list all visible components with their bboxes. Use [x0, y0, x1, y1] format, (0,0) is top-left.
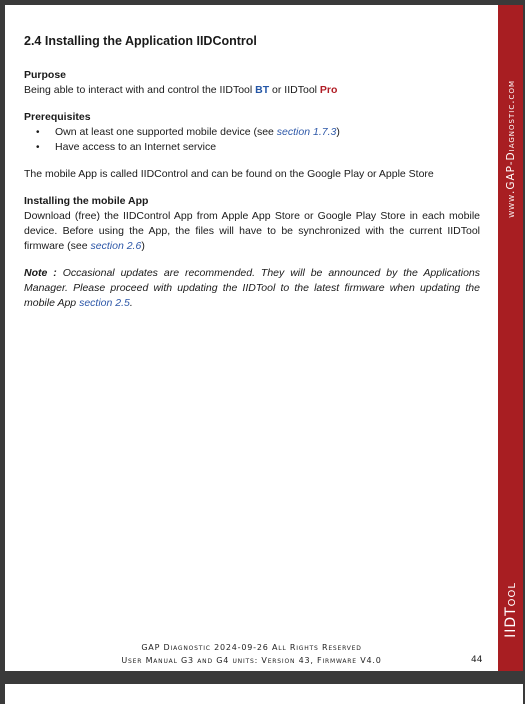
next-page-edge: [5, 684, 523, 704]
note-after: .: [129, 297, 133, 309]
page-footer: [5, 641, 498, 667]
purpose-pro-label: Pro: [319, 84, 338, 96]
spacer: [24, 254, 480, 266]
sidebar-product-name: IIDTool: [502, 582, 519, 638]
sidebar-product-wrap: [498, 560, 523, 660]
section-link[interactable]: section 2.6: [90, 240, 142, 252]
list-item: [24, 140, 480, 155]
section-link[interactable]: section 1.7.3: [276, 126, 337, 138]
purpose-bt-label: BT: [255, 84, 270, 96]
note-text: Occasional updates are recommended. They will be announced by the Applications Manager. Please proceed with updating the IIDTool to the latest firmware when updating the mobile App: [24, 267, 480, 309]
page-number: 44: [471, 655, 483, 665]
app-info-text: The mobile App is called IIDControl and can be found on the Google Play or Apple Store: [24, 168, 434, 180]
prerequisites-list: [24, 125, 480, 155]
spacer: [24, 155, 480, 167]
list-item-text: Have access to an Internet service: [55, 141, 217, 153]
footer-manual-version: User Manual G3 and G4 units: Version 43, Firmware V4.0: [121, 656, 382, 665]
note-paragraph: [24, 266, 480, 311]
prerequisites-heading: Prerequisites: [24, 111, 91, 123]
spacer: [24, 182, 480, 194]
list-item-text: Own at least one supported mobile device (see: [55, 126, 277, 138]
spacer: [24, 98, 480, 110]
note-label: Note :: [24, 267, 57, 279]
page-content: [24, 33, 480, 311]
list-item-after: ): [336, 126, 340, 138]
installing-text-after: ): [141, 240, 145, 252]
list-item: [24, 125, 480, 140]
footer-copyright: GAP Diagnostic 2024-09-26 All Rights Reserved: [141, 643, 362, 652]
sidebar-url-wrap: [498, 19, 523, 279]
section-link[interactable]: section 2.5: [79, 297, 130, 309]
manual-page: [5, 5, 523, 671]
sidebar-url: www.GAP-Diagnostic.com: [504, 80, 517, 218]
purpose-heading: Purpose: [24, 69, 67, 81]
section-title: 2.4 Installing the Application IIDControl: [24, 34, 257, 48]
installing-text: [24, 209, 480, 254]
installing-heading: Installing the mobile App: [24, 195, 149, 207]
purpose-text: [24, 83, 480, 98]
sidebar-band: [498, 5, 523, 671]
purpose-text-middle: or IIDTool: [269, 84, 320, 96]
installing-text-body: Download (free) the IIDControl App from Apple App Store or Google Play Store in each mobile device. Before using the App, the files will have to be synchronized with the current IIDTool firmware (see: [24, 210, 480, 252]
purpose-text-before: Being able to interact with and control the IIDTool: [24, 84, 256, 96]
